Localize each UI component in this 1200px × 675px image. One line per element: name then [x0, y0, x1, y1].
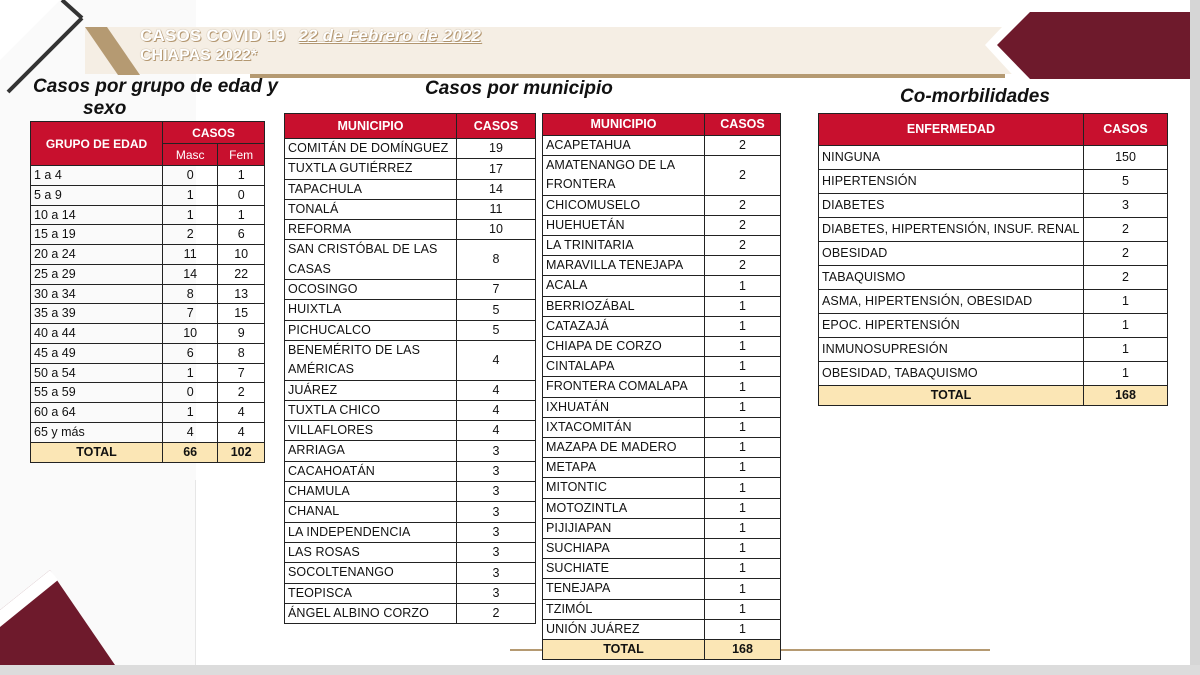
fem-cell: 1: [218, 205, 265, 225]
table-row: [31, 225, 265, 245]
casos-header: CASOS: [1084, 114, 1168, 146]
municipio-cell: METAPA: [543, 458, 705, 478]
header-maroon-tab: [985, 8, 1200, 83]
frame-edge-right: [1190, 0, 1200, 675]
table-row: [285, 320, 536, 340]
total-label: TOTAL: [819, 386, 1084, 406]
casos-cell: 1: [705, 599, 781, 619]
header-date: 22 de Febrero de 2022: [298, 26, 482, 45]
enfermedad-cell: OBESIDAD, TABAQUISMO: [819, 362, 1084, 386]
comorbilidades-table: [818, 113, 1168, 406]
municipio-cell: LA INDEPENDENCIA: [285, 522, 457, 542]
casos-cell: 2: [1084, 266, 1168, 290]
casos-header: CASOS: [457, 114, 536, 139]
age-group-cell: 50 a 54: [31, 363, 163, 383]
table-row: [285, 280, 536, 300]
municipio-cell: SUCHIATE: [543, 559, 705, 579]
casos-cell: 1: [1084, 362, 1168, 386]
table-row: [285, 522, 536, 542]
casos-cell: 1: [705, 276, 781, 296]
municipio-cell: UNIÓN JUÁREZ: [543, 619, 705, 639]
masc-cell: 7: [163, 304, 218, 324]
table-row: [285, 583, 536, 603]
table-row: [285, 159, 536, 179]
age-table: [30, 121, 265, 463]
table-row: [543, 316, 781, 336]
table-row: [31, 403, 265, 423]
table-row: [543, 559, 781, 579]
table-row: [543, 156, 781, 195]
age-group-cell: 10 a 14: [31, 205, 163, 225]
casos-cell: 1: [705, 316, 781, 336]
table-row: [543, 337, 781, 357]
casos-cell: 150: [1084, 146, 1168, 170]
age-header-group: GRUPO DE EDAD: [31, 122, 163, 166]
masc-cell: 0: [163, 383, 218, 403]
municipio-cell: SAN CRISTÓBAL DE LAS CASAS: [285, 240, 457, 280]
table-row: [285, 603, 536, 623]
table-row: [285, 441, 536, 461]
casos-cell: 11: [457, 199, 536, 219]
enfermedad-cell: EPOC. HIPERTENSIÓN: [819, 314, 1084, 338]
masc-cell: 0: [163, 166, 218, 186]
casos-cell: 8: [457, 240, 536, 280]
table-row: [543, 397, 781, 417]
casos-cell: 1: [1084, 314, 1168, 338]
total-label: TOTAL: [31, 442, 163, 462]
municipio-cell: SUCHIAPA: [543, 539, 705, 559]
table-row: [31, 383, 265, 403]
fem-cell: 7: [218, 363, 265, 383]
fem-cell: 1: [218, 166, 265, 186]
casos-cell: 7: [457, 280, 536, 300]
casos-cell: 3: [457, 461, 536, 481]
casos-cell: 1: [705, 337, 781, 357]
table-row: [285, 199, 536, 219]
casos-cell: 2: [705, 256, 781, 276]
casos-cell: 1: [705, 539, 781, 559]
age-section-title: [33, 76, 278, 120]
casos-cell: 3: [1084, 194, 1168, 218]
casos-cell: 5: [1084, 170, 1168, 194]
age-group-cell: 45 a 49: [31, 343, 163, 363]
enfermedad-cell: TABAQUISMO: [819, 266, 1084, 290]
municipio-header: MUNICIPIO: [543, 114, 705, 136]
table-row: [819, 290, 1168, 314]
table-row: [543, 619, 781, 639]
comorb-section-title: Co-morbilidades: [900, 86, 1050, 107]
fem-cell: 2: [218, 383, 265, 403]
table-row: [543, 136, 781, 156]
casos-cell: 1: [705, 478, 781, 498]
table-row: [543, 296, 781, 316]
casos-cell: 1: [705, 357, 781, 377]
casos-cell: 2: [705, 236, 781, 256]
casos-header: CASOS: [705, 114, 781, 136]
casos-cell: 2: [705, 136, 781, 156]
table-row: [285, 421, 536, 441]
table-row: [543, 539, 781, 559]
casos-cell: 2: [457, 603, 536, 623]
header-underline: [250, 74, 1005, 78]
header-gold-accent: [85, 27, 145, 77]
municipio-cell: LA TRINITARIA: [543, 236, 705, 256]
enfermedad-cell: ASMA, HIPERTENSIÓN, OBESIDAD: [819, 290, 1084, 314]
municipio-cell: HUIXTLA: [285, 300, 457, 320]
fem-cell: 8: [218, 343, 265, 363]
casos-cell: 2: [1084, 218, 1168, 242]
table-row: [31, 343, 265, 363]
table-row: [819, 338, 1168, 362]
municipio-cell: AMATENANGO DE LA FRONTERA: [543, 156, 705, 195]
table-row: [819, 170, 1168, 194]
municipio-cell: CINTALAPA: [543, 357, 705, 377]
age-group-cell: 35 a 39: [31, 304, 163, 324]
divider: [195, 480, 196, 665]
header-subtitle: CHIAPAS 2022*: [140, 47, 258, 64]
casos-cell: 1: [705, 518, 781, 538]
municipio-cell: JUÁREZ: [285, 380, 457, 400]
table-row: [543, 518, 781, 538]
casos-cell: 1: [705, 438, 781, 458]
municipio-cell: PIJIJIAPAN: [543, 518, 705, 538]
municipio-section-title: Casos por municipio: [425, 78, 613, 99]
total-row: [543, 640, 781, 660]
municipio-cell: BERRIOZÁBAL: [543, 296, 705, 316]
table-row: [31, 422, 265, 442]
municipio-cell: TAPACHULA: [285, 179, 457, 199]
municipio-cell: REFORMA: [285, 220, 457, 240]
municipio-cell: MOTOZINTLA: [543, 498, 705, 518]
enfermedad-cell: OBESIDAD: [819, 242, 1084, 266]
masc-cell: 1: [163, 185, 218, 205]
casos-cell: 1: [705, 619, 781, 639]
municipio-cell: IXTACOMITÁN: [543, 417, 705, 437]
age-header-masc: Masc: [163, 144, 218, 166]
masc-cell: 14: [163, 264, 218, 284]
municipio-cell: CHAMULA: [285, 482, 457, 502]
total-row: [819, 386, 1168, 406]
fem-cell: 6: [218, 225, 265, 245]
header-title-line: [140, 26, 481, 46]
table-row: [543, 478, 781, 498]
table-row: [285, 300, 536, 320]
table-row: [285, 139, 536, 159]
table-row: [31, 245, 265, 265]
masc-cell: 2: [163, 225, 218, 245]
casos-cell: 2: [1084, 242, 1168, 266]
table-row: [819, 218, 1168, 242]
municipio-cell: TZIMÓL: [543, 599, 705, 619]
municipio-cell: FRONTERA COMALAPA: [543, 377, 705, 397]
table-row: [819, 146, 1168, 170]
table-row: [543, 599, 781, 619]
municipio-cell: ACAPETAHUA: [543, 136, 705, 156]
table-row: [819, 266, 1168, 290]
total-row: [31, 442, 265, 462]
table-row: [285, 380, 536, 400]
casos-cell: 14: [457, 179, 536, 199]
municipio-cell: TUXTLA GUTIÉRREZ: [285, 159, 457, 179]
table-row: [543, 417, 781, 437]
masc-cell: 6: [163, 343, 218, 363]
enfermedad-cell: INMUNOSUPRESIÓN: [819, 338, 1084, 362]
casos-cell: 1: [705, 559, 781, 579]
municipio-cell: LAS ROSAS: [285, 542, 457, 562]
total-label: TOTAL: [543, 640, 705, 660]
masc-cell: 8: [163, 284, 218, 304]
table-row: [31, 205, 265, 225]
age-group-cell: 55 a 59: [31, 383, 163, 403]
municipio-cell: TEOPISCA: [285, 583, 457, 603]
enfermedad-cell: DIABETES: [819, 194, 1084, 218]
casos-cell: 3: [457, 542, 536, 562]
municipio-cell: TONALÁ: [285, 199, 457, 219]
casos-cell: 3: [457, 583, 536, 603]
fem-cell: 9: [218, 324, 265, 344]
masc-cell: 11: [163, 245, 218, 265]
masc-cell: 1: [163, 403, 218, 423]
municipio-cell: IXHUATÁN: [543, 397, 705, 417]
total-value: 168: [1084, 386, 1168, 406]
casos-cell: 4: [457, 380, 536, 400]
municipio-table-2: [542, 113, 781, 660]
age-section-title-line1: Casos por grupo de edad y: [33, 76, 278, 97]
casos-cell: 1: [705, 579, 781, 599]
municipio-cell: ARRIAGA: [285, 441, 457, 461]
fem-cell: 4: [218, 422, 265, 442]
municipio-cell: HUEHUETÁN: [543, 215, 705, 235]
table-row: [285, 340, 536, 380]
municipio-cell: PICHUCALCO: [285, 320, 457, 340]
table-row: [543, 215, 781, 235]
casos-cell: 1: [705, 417, 781, 437]
age-group-cell: 20 a 24: [31, 245, 163, 265]
casos-cell: 4: [457, 421, 536, 441]
casos-cell: 4: [457, 400, 536, 420]
table-row: [285, 482, 536, 502]
casos-cell: 1: [1084, 290, 1168, 314]
table-row: [543, 236, 781, 256]
masc-cell: 4: [163, 422, 218, 442]
table-row: [285, 502, 536, 522]
table-row: [285, 400, 536, 420]
total-value: 168: [705, 640, 781, 660]
casos-cell: 1: [705, 397, 781, 417]
municipio-cell: MITONTIC: [543, 478, 705, 498]
municipio-cell: VILLAFLORES: [285, 421, 457, 441]
table-row: [31, 363, 265, 383]
table-row: [819, 242, 1168, 266]
casos-cell: 5: [457, 320, 536, 340]
table-row: [543, 458, 781, 478]
table-row: [285, 240, 536, 280]
table-row: [285, 461, 536, 481]
table-row: [285, 563, 536, 583]
municipio-cell: SOCOLTENANGO: [285, 563, 457, 583]
masc-cell: 1: [163, 363, 218, 383]
fem-cell: 4: [218, 403, 265, 423]
municipio-cell: COMITÁN DE DOMÍNGUEZ: [285, 139, 457, 159]
fem-cell: 13: [218, 284, 265, 304]
casos-cell: 3: [457, 441, 536, 461]
table-row: [285, 542, 536, 562]
table-row: [285, 179, 536, 199]
casos-cell: 4: [457, 340, 536, 380]
age-group-cell: 5 a 9: [31, 185, 163, 205]
enfermedad-header: ENFERMEDAD: [819, 114, 1084, 146]
casos-cell: 1: [1084, 338, 1168, 362]
enfermedad-cell: NINGUNA: [819, 146, 1084, 170]
age-group-cell: 60 a 64: [31, 403, 163, 423]
municipio-cell: CACAHOATÁN: [285, 461, 457, 481]
municipio-cell: OCOSINGO: [285, 280, 457, 300]
casos-cell: 1: [705, 377, 781, 397]
table-row: [543, 377, 781, 397]
age-section-title-line2: sexo: [83, 98, 127, 119]
casos-cell: 5: [457, 300, 536, 320]
municipio-cell: CHICOMUSELO: [543, 195, 705, 215]
casos-cell: 17: [457, 159, 536, 179]
enfermedad-cell: DIABETES, HIPERTENSIÓN, INSUF. RENAL: [819, 218, 1084, 242]
casos-cell: 10: [457, 220, 536, 240]
casos-cell: 3: [457, 482, 536, 502]
casos-cell: 1: [705, 296, 781, 316]
casos-cell: 2: [705, 215, 781, 235]
table-row: [31, 324, 265, 344]
table-row: [819, 362, 1168, 386]
corner-decoration-bottom-left: [0, 565, 120, 665]
casos-cell: 2: [705, 195, 781, 215]
age-group-cell: 40 a 44: [31, 324, 163, 344]
age-group-cell: 65 y más: [31, 422, 163, 442]
casos-cell: 1: [705, 498, 781, 518]
municipio-cell: CHIAPA DE CORZO: [543, 337, 705, 357]
table-row: [543, 498, 781, 518]
age-header-cases: CASOS: [163, 122, 265, 144]
municipio-header: MUNICIPIO: [285, 114, 457, 139]
municipio-cell: ÁNGEL ALBINO CORZO: [285, 603, 457, 623]
table-row: [543, 357, 781, 377]
table-row: [543, 195, 781, 215]
fem-cell: 15: [218, 304, 265, 324]
fem-cell: 10: [218, 245, 265, 265]
table-row: [31, 185, 265, 205]
fem-cell: 0: [218, 185, 265, 205]
casos-cell: 3: [457, 563, 536, 583]
municipio-cell: CATAZAJÁ: [543, 316, 705, 336]
casos-cell: 2: [705, 156, 781, 195]
total-fem: 102: [218, 442, 265, 462]
masc-cell: 10: [163, 324, 218, 344]
municipio-cell: MAZAPA DE MADERO: [543, 438, 705, 458]
table-row: [819, 194, 1168, 218]
casos-cell: 3: [457, 522, 536, 542]
age-group-cell: 25 a 29: [31, 264, 163, 284]
table-row: [543, 438, 781, 458]
fem-cell: 22: [218, 264, 265, 284]
municipio-table-1: [284, 113, 536, 624]
table-row: [285, 220, 536, 240]
municipio-cell: CHANAL: [285, 502, 457, 522]
casos-cell: 3: [457, 502, 536, 522]
municipio-cell: MARAVILLA TENEJAPA: [543, 256, 705, 276]
age-group-cell: 30 a 34: [31, 284, 163, 304]
table-row: [543, 579, 781, 599]
total-masc: 66: [163, 442, 218, 462]
table-row: [31, 304, 265, 324]
table-row: [31, 284, 265, 304]
casos-cell: 1: [705, 458, 781, 478]
frame-edge-bottom: [0, 665, 1200, 675]
table-row: [31, 166, 265, 186]
casos-cell: 19: [457, 139, 536, 159]
age-group-cell: 1 a 4: [31, 166, 163, 186]
table-row: [543, 276, 781, 296]
enfermedad-cell: HIPERTENSIÓN: [819, 170, 1084, 194]
table-row: [819, 314, 1168, 338]
municipio-cell: BENEMÉRITO DE LAS AMÉRICAS: [285, 340, 457, 380]
municipio-cell: TENEJAPA: [543, 579, 705, 599]
table-row: [31, 264, 265, 284]
masc-cell: 1: [163, 205, 218, 225]
age-header-fem: Fem: [218, 144, 265, 166]
age-group-cell: 15 a 19: [31, 225, 163, 245]
municipio-cell: ACALA: [543, 276, 705, 296]
table-row: [543, 256, 781, 276]
municipio-cell: TUXTLA CHICO: [285, 400, 457, 420]
header-title: CASOS COVID 19: [140, 26, 286, 45]
